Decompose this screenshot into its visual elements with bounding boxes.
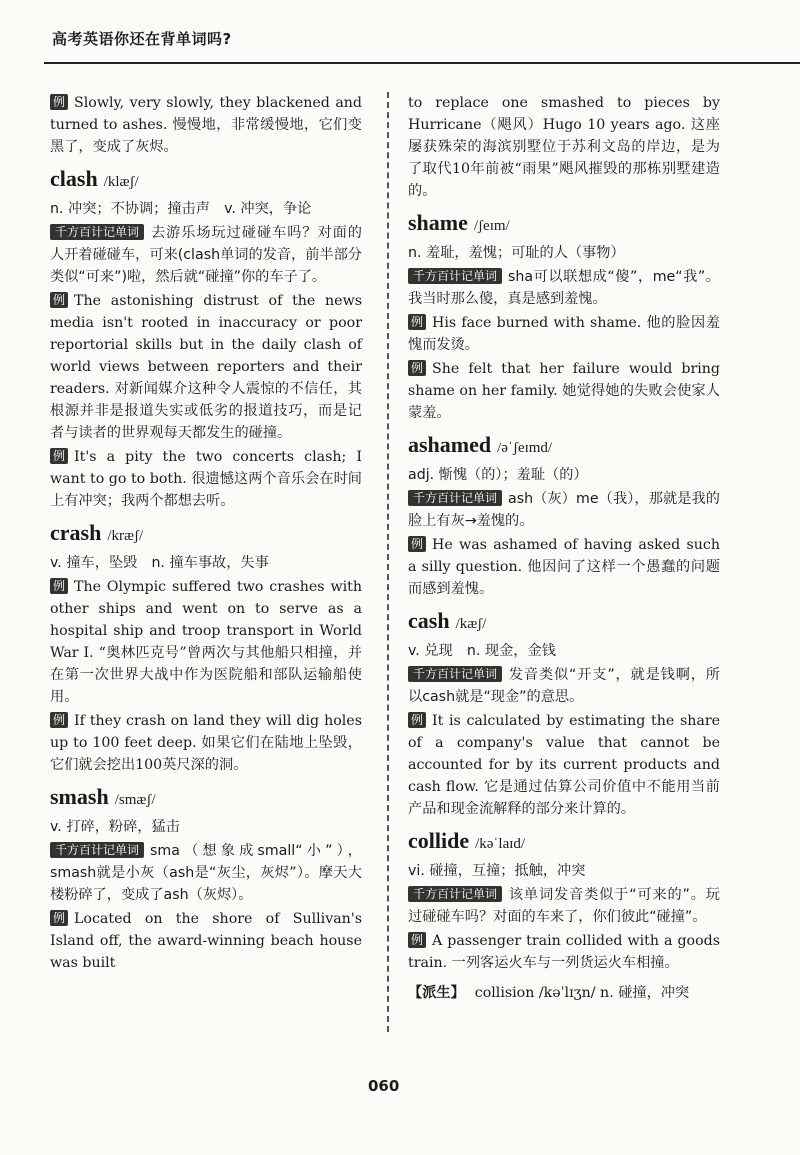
entry-headword — [50, 782, 362, 815]
example-sentence — [408, 930, 720, 974]
memory-tip — [408, 664, 720, 708]
headword: crash — [50, 520, 102, 545]
page-number: 060 — [368, 1077, 400, 1095]
memory-tag: 千方百计记单词 — [408, 666, 502, 682]
headword: ashamed — [408, 432, 492, 457]
example-badge: 例 — [50, 910, 68, 926]
entry-headword — [408, 826, 720, 859]
example-badge: 例 — [50, 448, 68, 464]
memory-tag: 千方百计记单词 — [408, 268, 502, 284]
memory-tip — [50, 840, 362, 906]
example-badge: 例 — [408, 932, 426, 948]
headword: smash — [50, 784, 109, 809]
memory-text: 发音类似“开支”，就是钱啊，所以cash就是“现金”的意思。 — [408, 667, 720, 705]
example-badge: 例 — [408, 712, 426, 728]
left-column — [50, 90, 362, 976]
memory-tip — [408, 884, 720, 928]
example-text: It is calculated by estimating the share of a company's value that cannot be accounted for by its current products and cash flow. 它是通过估算公司价值中不能用当前产品和现金流解释的部分来计算的。 — [408, 713, 720, 817]
example-sentence — [50, 710, 362, 776]
example-sentence — [408, 710, 720, 820]
entry-headword — [50, 164, 362, 197]
phonetic: /klæʃ/ — [103, 174, 139, 190]
phonetic: /kæʃ/ — [455, 616, 487, 632]
example-badge: 例 — [50, 292, 68, 308]
right-column — [408, 90, 720, 1006]
example-continuation: to replace one smashed to pieces by Hurricane（飓风）Hugo 10 years ago. 这座屡获殊荣的海滨别墅位于苏利文岛的岸边，是为了取代10年前被“雨果”飓风摧毁的那栋别墅建造的。 — [408, 95, 720, 199]
example-text: A passenger train collided with a goods train. 一列客运火车与一列货运火车相撞。 — [408, 933, 720, 971]
memory-text: sha可以联想成“傻”，me“我”。我当时那么傻，真是感到羞愧。 — [408, 269, 720, 307]
part-of-speech: v. 打碎，粉碎，猛击 — [50, 819, 180, 835]
part-of-speech: n. 羞耻，羞愧；可耻的人（事物） — [408, 245, 625, 261]
example-badge: 例 — [50, 712, 68, 728]
entry-headword — [408, 430, 720, 463]
memory-tip — [408, 266, 720, 310]
example-sentence — [408, 312, 720, 356]
header-rule — [44, 62, 800, 64]
derived-label: 【派生】 — [408, 985, 465, 1001]
memory-text: ash（灰）me（我），那就是我的脸上有灰→羞愧的。 — [408, 491, 720, 529]
example-text: Located on the shore of Sullivan's Island off, the award-winning beach house was built — [50, 911, 362, 971]
example-sentence — [50, 576, 362, 708]
headword: clash — [50, 166, 98, 191]
example-sentence — [50, 446, 362, 512]
phonetic: /kəˈlaɪd/ — [475, 836, 526, 852]
example-text: He was ashamed of having asked such a silly question. 他因问了这样一个愚蠢的问题而感到羞愧。 — [408, 537, 720, 597]
derived-text: collision /kəˈlɪʒn/ n. 碰撞，冲突 — [474, 985, 690, 1001]
phonetic: /kræʃ/ — [107, 528, 144, 544]
example-text: The astonishing distrust of the news media isn't rooted in inaccuracy or poor reportorial skills but in the daily clash of world views between reporters and their readers. 对新闻媒介这种令人震惊的不信任，其根源并非是报道失实或低劣的报道技巧，而是记者与读者的世界观每天都发生的碰撞。 — [50, 293, 362, 441]
memory-text: 该单词发音类似于“可来的”。玩过碰碰车吗？对面的车来了，你们彼此“碰撞”。 — [408, 887, 720, 925]
example-badge: 例 — [408, 314, 426, 330]
phonetic: /smæʃ/ — [114, 792, 156, 808]
example-badge: 例 — [408, 536, 426, 552]
memory-tag: 千方百计记单词 — [50, 842, 144, 858]
example-sentence — [50, 290, 362, 444]
example-sentence — [50, 908, 362, 974]
example-badge: 例 — [50, 94, 68, 110]
derived-form — [408, 982, 720, 1004]
example-text: She felt that her failure would bring shame on her family. 她觉得她的失败会使家人蒙羞。 — [408, 361, 720, 421]
example-sentence — [50, 92, 362, 158]
memory-tip — [408, 488, 720, 532]
example-text: The Olympic suffered two crashes with other ships and went on to serve as a hospital ship and troop transport in World War I. “奥林匹克号”曾两次与其他船只相撞，并在第一次世界大战中作为医院船和部队运输船使用。 — [50, 579, 362, 705]
memory-text: sma（想象成small“小”），smash就是小灰（ash是“灰尘，灰烬”）。摩天大楼粉碎了，变成了ash（灰烬）。 — [50, 843, 362, 903]
phonetic: /ʃeɪm/ — [473, 218, 510, 234]
memory-tag: 千方百计记单词 — [408, 490, 502, 506]
running-head: 高考英语你还在背单词吗? — [52, 30, 232, 48]
part-of-speech: adj. 惭愧（的）；羞耻（的） — [408, 467, 588, 483]
headword: cash — [408, 608, 450, 633]
memory-tip — [50, 222, 362, 288]
memory-text: 去游乐场玩过碰碰车吗？对面的人开着碰碰车，可来(clash单词的发音，前半部分类似“可来”)啦，然后就“碰撞”你的车子了。 — [50, 225, 362, 285]
example-sentence — [408, 358, 720, 424]
headword: shame — [408, 210, 468, 235]
example-text: His face burned with shame. 他的脸因羞愧而发烫。 — [408, 315, 720, 353]
headword: collide — [408, 828, 470, 853]
phonetic: /əˈʃeɪmd/ — [497, 440, 553, 456]
example-text: It's a pity the two concerts clash; I want to go to both. 很遗憾这两个音乐会在时间上有冲突；我两个都想去听。 — [50, 449, 362, 509]
part-of-speech: v. 兑现 n. 现金，金钱 — [408, 643, 556, 659]
example-badge: 例 — [50, 578, 68, 594]
example-sentence — [408, 534, 720, 600]
column-divider — [387, 92, 389, 1032]
part-of-speech: vi. 碰撞，互撞；抵触，冲突 — [408, 863, 586, 879]
memory-tag: 千方百计记单词 — [408, 886, 502, 902]
entry-headword — [408, 606, 720, 639]
example-text: Slowly, very slowly, they blackened and turned to ashes. 慢慢地，非常缓慢地，它们变黑了，变成了灰烬。 — [50, 95, 362, 155]
example-text: If they crash on land they will dig holes up to 100 feet deep. 如果它们在陆地上坠毁，它们就会挖出100英尺深的洞。 — [50, 713, 362, 773]
memory-tag: 千方百计记单词 — [50, 224, 144, 240]
part-of-speech: n. 冲突；不协调；撞击声 v. 冲突，争论 — [50, 201, 312, 217]
entry-headword — [408, 208, 720, 241]
entry-headword — [50, 518, 362, 551]
example-badge: 例 — [408, 360, 426, 376]
part-of-speech: v. 撞车，坠毁 n. 撞车事故，失事 — [50, 555, 269, 571]
